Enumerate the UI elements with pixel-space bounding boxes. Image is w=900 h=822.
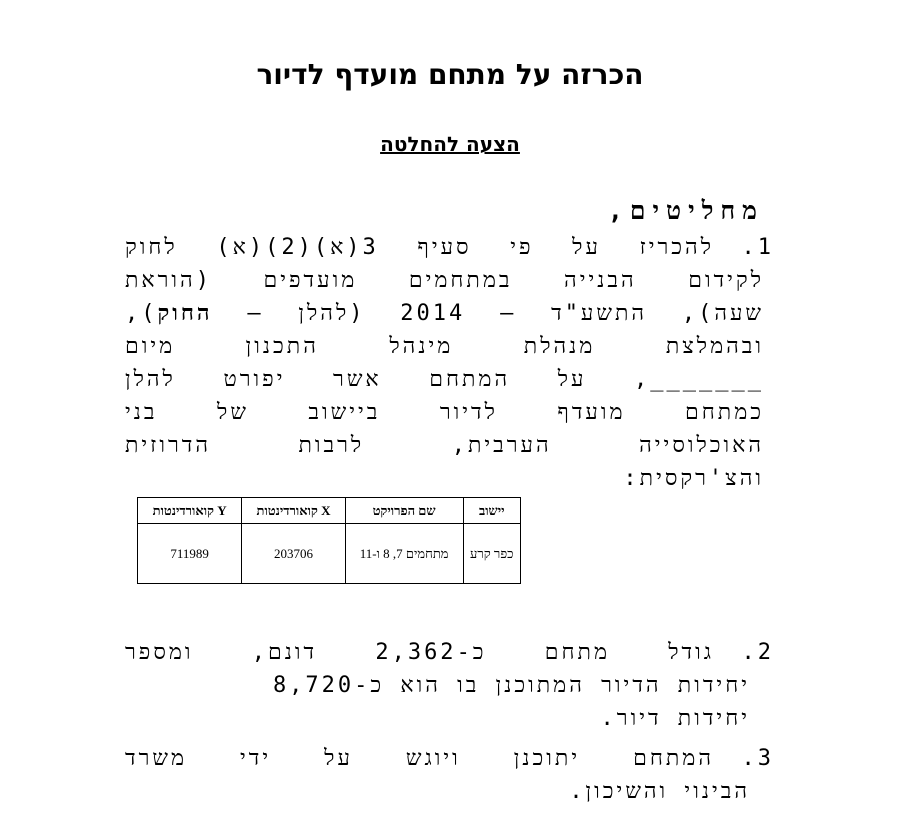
table-header: יישוב [463, 498, 521, 524]
decided-heading: מחליטים, [607, 196, 764, 225]
table-cell: מתחמים 7, 8 ו-11 [345, 524, 463, 584]
item-line: האוכלוסייה הערבית, לרבות הדרוזית [125, 433, 764, 458]
item-line: והצ'רקסית: [623, 466, 764, 491]
resolution-item-1 [125, 231, 774, 495]
item-line: ובהמלצת מנהלת מינהל התכנון מיום [125, 334, 764, 359]
table-cell: כפר קרע [463, 524, 521, 584]
law-term: החוק [157, 301, 213, 326]
table-cell: 711989 [138, 524, 242, 584]
item-number: 2. [741, 640, 774, 665]
item-number: 3. [741, 746, 774, 771]
table-header: שם הפרויקט [345, 498, 463, 524]
item-line: להכריז על פי סעיף 3(א)(2)(א) לחוק [125, 235, 714, 260]
table-header: X קואורדינטות [242, 498, 345, 524]
item-line: שעה), התשע"ד – 2014 (להלן – החוק), [125, 301, 764, 326]
item-number: 1. [741, 235, 774, 260]
document-title: הכרזה על מתחם מועדף לדיור [256, 58, 644, 91]
table-header-row [138, 498, 521, 524]
item-line: המתחם יתוכנן ויוגש על ידי משרד [125, 746, 714, 771]
table-row [138, 524, 521, 584]
item-line: הבינוי והשיכון. [569, 779, 750, 804]
coordinates-table [137, 497, 521, 584]
item-line: _______, על המתחם אשר יפורט להלן [125, 367, 764, 392]
item-line: יחידות הדיור המתוכנן בו הוא כ-8,720 [272, 673, 750, 698]
item-line: יחידות דיור. [600, 706, 750, 731]
item-line: גודל מתחם כ-2,362 דונם, ומספר [125, 640, 714, 665]
table-cell: 203706 [242, 524, 345, 584]
document-subtitle: הצעה להחלטה [380, 132, 520, 156]
table-header: Y קואורדינטות [138, 498, 242, 524]
resolution-item-3 [125, 742, 774, 808]
item-line: כמתחם מועדף לדיור ביישוב של בני [125, 400, 764, 425]
resolution-item-2 [125, 636, 774, 735]
item-line: לקידום הבנייה במתחמים מועדפים (הוראת [125, 268, 764, 293]
